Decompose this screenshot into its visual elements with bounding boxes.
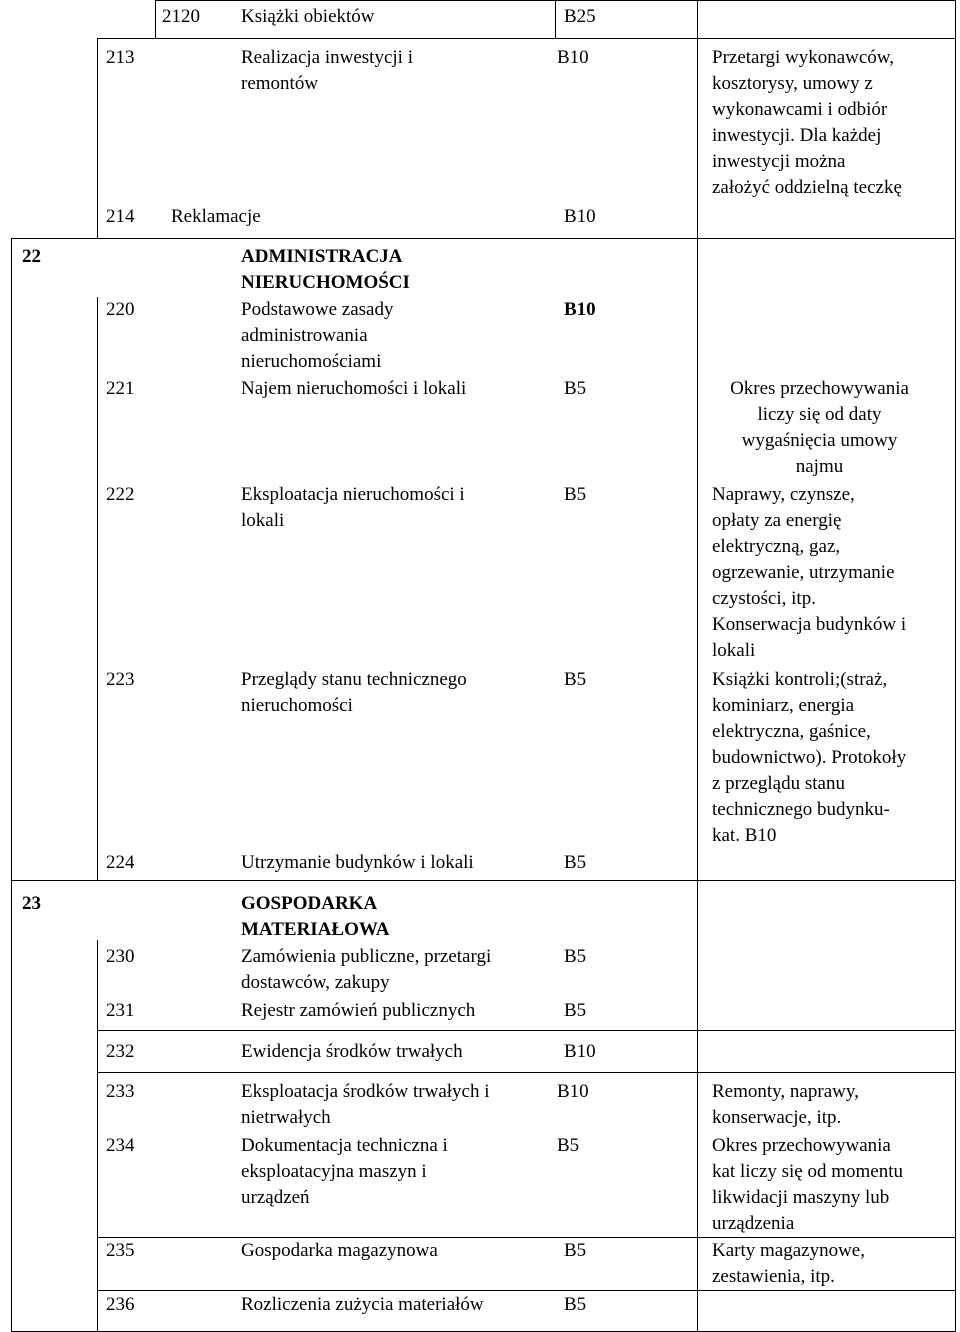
row-code: 232 <box>106 1041 135 1062</box>
row-code: 234 <box>106 1135 135 1156</box>
row-category: B5 <box>564 669 587 690</box>
row-category: B10 <box>557 47 589 68</box>
section-name: ADMINISTRACJA NIERUCHOMOŚCI <box>241 246 410 293</box>
row-category: B5 <box>564 1000 587 1021</box>
row-code: 230 <box>106 946 135 967</box>
rule <box>97 38 956 39</box>
row-name: Utrzymanie budynków i lokali <box>241 852 474 873</box>
row-category: B5 <box>564 1240 587 1261</box>
row-code: 2120 <box>162 6 200 27</box>
row-note: Karty magazynowe, zestawienia, itp. <box>712 1240 865 1287</box>
row-name: Dokumentacja techniczna i eksploatacyjna maszyn i urządzeń <box>241 1135 448 1208</box>
rule <box>97 1290 956 1291</box>
row-category: B10 <box>564 299 596 320</box>
table-border-left <box>11 238 12 1332</box>
row-name: Gospodarka magazynowa <box>241 1240 438 1261</box>
row-name: Eksploatacja nieruchomości i lokali <box>241 484 465 531</box>
row-code: 213 <box>106 47 135 68</box>
row-name: Zamówienia publiczne, przetargi dostawców, zakupy <box>241 946 492 993</box>
row-code: 233 <box>106 1081 135 1102</box>
divider-col3 <box>555 0 556 39</box>
row-note: Książki kontroli;(straż, kominiarz, energia elektryczna, gaśnice, budownictwo). Protokoły z przeglądu stanu technicznego budynku- kat. B10 <box>712 669 907 846</box>
row-name: Reklamacje <box>171 206 261 227</box>
row-category: B10 <box>564 1041 596 1062</box>
row-category: B5 <box>564 1294 587 1315</box>
row-note: Naprawy, czynsze, opłaty za energię elektryczną, gaz, ogrzewanie, utrzymanie czystości, itp. Konserwacja budynków i lokali <box>712 484 907 661</box>
section-name: GOSPODARKA MATERIAŁOWA <box>241 893 390 940</box>
row-name: Rejestr zamówień publicznych <box>241 1000 476 1021</box>
divider-col0 <box>155 0 156 39</box>
rule <box>155 0 956 1</box>
row-code: 224 <box>106 852 135 873</box>
row-note: Okres przechowywania liczy się od daty wygaśnięcia umowy najmu <box>730 378 909 477</box>
row-category: B5 <box>564 484 587 505</box>
divider-col1 <box>97 940 98 1332</box>
rule <box>11 880 956 881</box>
divider-col1 <box>97 38 98 238</box>
row-name: Realizacja inwestycji i remontów <box>241 47 413 94</box>
row-name: Przeglądy stanu technicznego nieruchomości <box>241 669 467 716</box>
row-name: Podstawowe zasady administrowania nieruchomościami <box>241 299 394 372</box>
row-name: Rozliczenia zużycia materiałów <box>241 1294 484 1315</box>
row-category: B25 <box>564 6 596 27</box>
row-name: Najem nieruchomości i lokali <box>241 378 467 399</box>
table-border-right <box>955 0 956 1332</box>
rule <box>97 1030 956 1031</box>
row-category: B5 <box>564 378 587 399</box>
row-code: 222 <box>106 484 135 505</box>
row-note: Remonty, naprawy, konserwacje, itp. <box>712 1081 859 1128</box>
row-code: 231 <box>106 1000 135 1021</box>
row-code: 236 <box>106 1294 135 1315</box>
row-category: B5 <box>564 946 587 967</box>
row-note: Przetargi wykonawców, kosztorysy, umowy z wykonawcami i odbiór inwestycji. Dla każdej inwestycji można założyć oddzielną teczkę <box>712 47 902 198</box>
divider-col4 <box>697 0 698 1332</box>
row-category: B5 <box>564 852 587 873</box>
section-code: 22 <box>22 246 41 267</box>
row-code: 223 <box>106 669 135 690</box>
row-note: Okres przechowywania kat liczy się od momentu likwidacji maszyny lub urządzenia <box>712 1135 904 1234</box>
row-category: B10 <box>564 206 596 227</box>
section-code: 23 <box>22 893 41 914</box>
row-code: 214 <box>106 206 135 227</box>
row-category: B10 <box>557 1081 589 1102</box>
rule <box>97 1072 956 1073</box>
row-category: B5 <box>557 1135 580 1156</box>
row-name: Książki obiektów <box>241 6 375 27</box>
row-code: 221 <box>106 378 135 399</box>
row-name: Eksploatacja środków trwałych i nietrwałych <box>241 1081 490 1128</box>
divider-col1 <box>97 297 98 880</box>
row-name: Ewidencja środków trwałych <box>241 1041 463 1062</box>
rule <box>11 238 956 239</box>
row-code: 235 <box>106 1240 135 1261</box>
row-code: 220 <box>106 299 135 320</box>
